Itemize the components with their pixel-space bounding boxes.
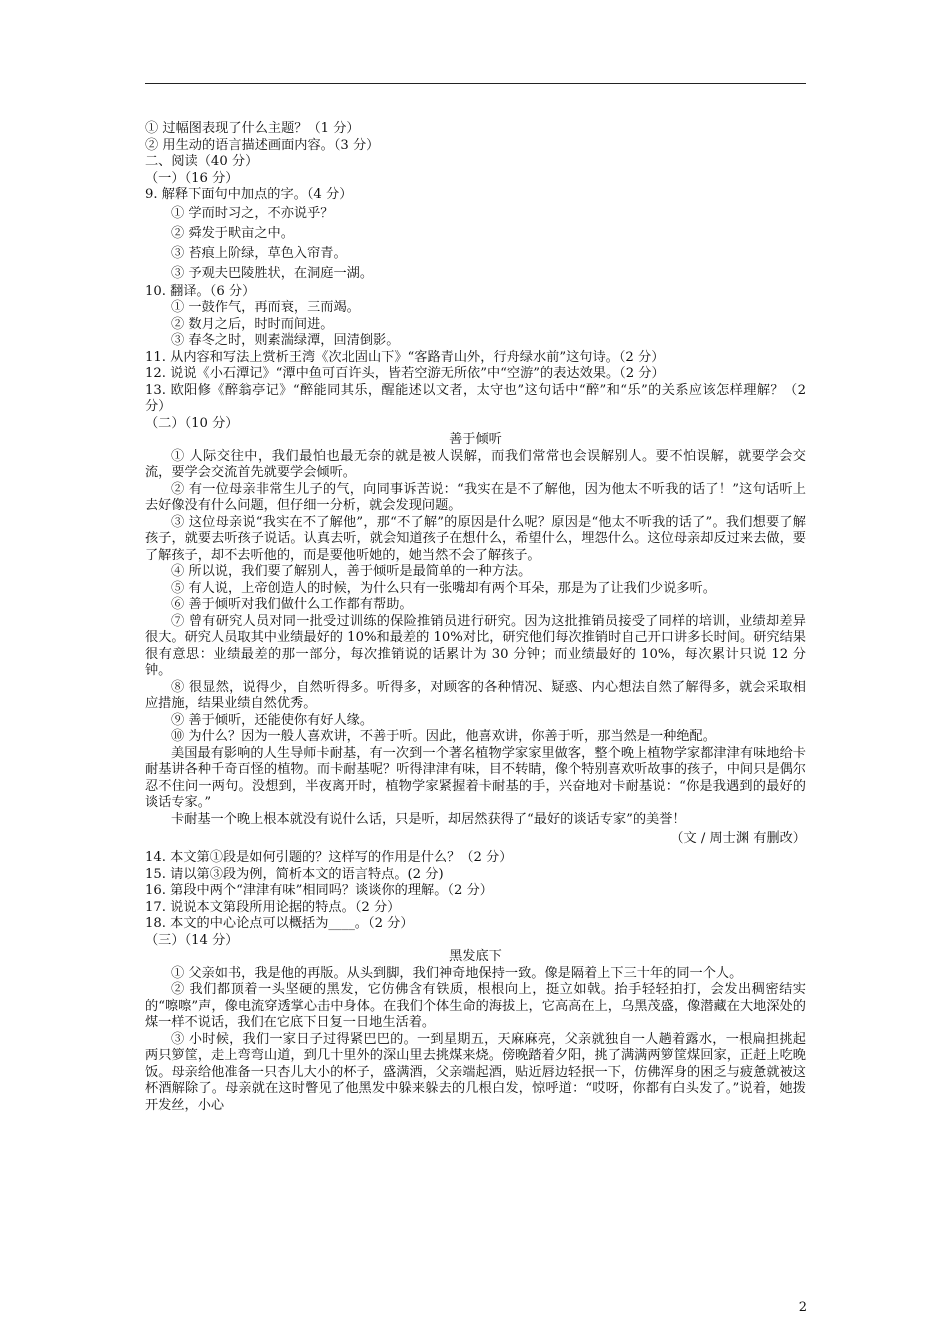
section-heading: 二、阅读（40 分） [145,154,259,169]
question-16: 16. 第段中两个“津津有味”相同吗？谈谈你的理解。（2 分） [145,883,493,898]
article-paragraph: ⑧ 很显然，说得少，自然听得多。听得多，对顾客的各种情况、疑惑、内心想法自然了解得多，就会采取相应措施，结果业绩自然优秀。 [145,679,806,711]
part-heading: （一）（16 分） [145,170,239,186]
question-line: ② 用生动的语言描述画面内容。（3 分） [145,137,380,153]
article-paragraph: ⑥ 善于倾听对我们做什么工作都有帮助。 [171,597,413,612]
article-paragraph: ⑤ 有人说，上帝创造人的时候，为什么只有一张嘴却有两个耳朵，那是为了让我们少说多听。 [171,580,716,596]
article-paragraph: ③ 小时候，我们一家日子过得紧巴巴的。一到星期五，天麻麻亮，父亲就独自一人趟着露水，一根扁担挑起两只箩筐，走上弯弯山道，到几十里外的深山里去挑煤来烧。傍晚踏着夕阳，挑了满满两箩筐煤回家，正赶上吃晚饭。母亲给他准备一只杏儿大小的杯子，盛满酒，父亲端起酒，贴近唇边轻抿一下，仿佛浑身的困乏与疲惫就被这杯酒解除了。母亲就在这时瞥见了他黑发中躲来躲去的几根白发，惊呼道：“哎呀，你都有白头发了。”说着，她拨开发丝，小心 [145,1031,806,1113]
article-paragraph: ① 父亲如书，我是他的再版。从头到脚，我们神奇地保持一致。像是隔着上下三十年的同一个人。 [171,965,743,981]
question-10: 10. 翻译。（6 分） [145,283,256,299]
article-paragraph: ④ 所以说，我们要了解别人，善于倾听是最简单的一种方法。 [171,564,532,579]
question-item: ② 数月之后，时时而间进。 [171,316,334,332]
article-paragraph: ② 有一位母亲非常生儿子的气，向同事诉苦说：“我实在是不了解他，因为他太不听我的话了！”这句话听上去好像没有什么问题，但仔细一分析，就会发现问题。 [145,481,806,513]
part-heading: （三）（14 分） [145,932,239,948]
article-paragraph: ① 人际交往中，我们最怕也最无奈的就是被人误解，而我们常常也会误解别人。要不怕误解，就要学会交流，要学会交流首先就要学会倾听。 [145,448,806,480]
question-item: ② 舜发于畎亩之中。 [171,225,294,241]
question-item: ① 学而时习之，不亦说乎？ [171,205,334,221]
page-number: 2 [798,1300,807,1315]
article-paragraph: ② 我们都顶着一头坚硬的黑发，它仿佛含有铁质，根根向上，挺立如戟。抬手轻轻拍打，会发出稠密结实的“嚓嚓”声，像电流穿透掌心击中身体。在我们个体生命的海拔上，它高高在上，乌黑茂盛，像潜藏在大地深处的煤一样不说话，我们在它底下日复一日地生活着。 [145,982,806,1030]
question-line: ① 过幅图表现了什么主题？（1 分） [145,121,360,136]
article-title: 善于倾听 [449,432,502,447]
article-paragraph: ⑩ 为什么？因为一般人喜欢讲，不善于听。因此，他喜欢讲，你善于听，那当然是一种绝配。 [171,729,716,744]
question-item: ③ 苔痕上阶绿，草色入帘青。 [171,245,347,261]
header-rule [145,83,806,84]
part-heading: （二）（10 分） [145,415,239,431]
article-source: （文 / 周士渊 有删改） [670,831,806,846]
question-9: 9. 解释下面句中加点的字。（4 分） [145,187,353,202]
question-18: 18. 本文的中心论点可以概括为____。（2 分） [145,916,414,931]
question-11: 11. 从内容和写法上赏析王湾《次北固山下》“客路青山外，行舟绿水前”这句诗。（2 分） [145,349,665,365]
question-item: ③ 予观夫巴陵胜状，在洞庭一湖。 [171,265,374,281]
article-paragraph: 美国最有影响的人生导师卡耐基，有一次到一个著名植物学家家里做客，整个晚上植物学家都津津有味地给卡耐基讲各种千奇百怪的植物。而卡耐基呢？听得津津有味，目不转睛，像个特别喜欢听故事的孩子，中间只是偶尔忍不住问一两句。没想到，半夜离开时，植物学家紧握着卡耐基的手，兴奋地对卡耐基说：“你是我遇到的最好的谈话专家。” [145,745,806,810]
article-paragraph: ③ 这位母亲说“我实在不了解他”，那“不了解”的原因是什么呢？原因是“他太不听我的话了”。我们想要了解孩子，就要去听孩子说话。认真去听，就会知道孩子在想什么，希望什么，埋怨什么。这位母亲却反过来去做，要了解孩子，却不去听他的，而是要他听她的，她当然不会了解孩子。 [145,514,806,563]
question-15: 15. 请以第③段为例，简析本文的语言特点。(2 分) [145,866,444,882]
article-paragraph: ⑨ 善于倾听，还能使你有好人缘。 [171,712,374,728]
article-paragraph: 卡耐基一个晚上根本就没有说什么话，只是听，却居然获得了“最好的谈话专家”的美誉！ [171,811,686,827]
question-13: 13. 欧阳修《醉翁亭记》“醉能同其乐，醒能述以文者，太守也”这句话中“醉”和“乐”的关系应该怎样理解？（2 分） [145,382,806,414]
exam-page-content [145,121,806,1114]
question-17: 17. 说说本文第段所用论据的特点。（2 分） [145,899,401,915]
question-12: 12. 说说《小石潭记》“潭中鱼可百许头，皆若空游无所依”中“空游”的表达效果。（2 分） [145,366,665,381]
question-14: 14. 本文第①段是如何引题的？这样写的作用是什么？（2 分） [145,850,513,865]
question-item: ③ 春冬之时，则素湍绿潭，回清倒影。 [171,333,400,348]
question-item: ① 一鼓作气，再而衰，三而竭。 [171,300,360,315]
article-title: 黑发底下 [449,949,502,964]
article-paragraph: ⑦ 曾有研究人员对同一批受过训练的保险推销员进行研究。因为这批推销员接受了同样的培训，业绩却差异很大。研究人员取其中业绩最好的 10%和最差的 10%对比，研究他们每次推销时自己开口讲多长时间。研究结果很有意思：业绩最差的那一部分，每次推销说的话累计为 30 分钟；而业绩最好的 10%，每次累计只说 12 分钟。 [145,613,806,678]
